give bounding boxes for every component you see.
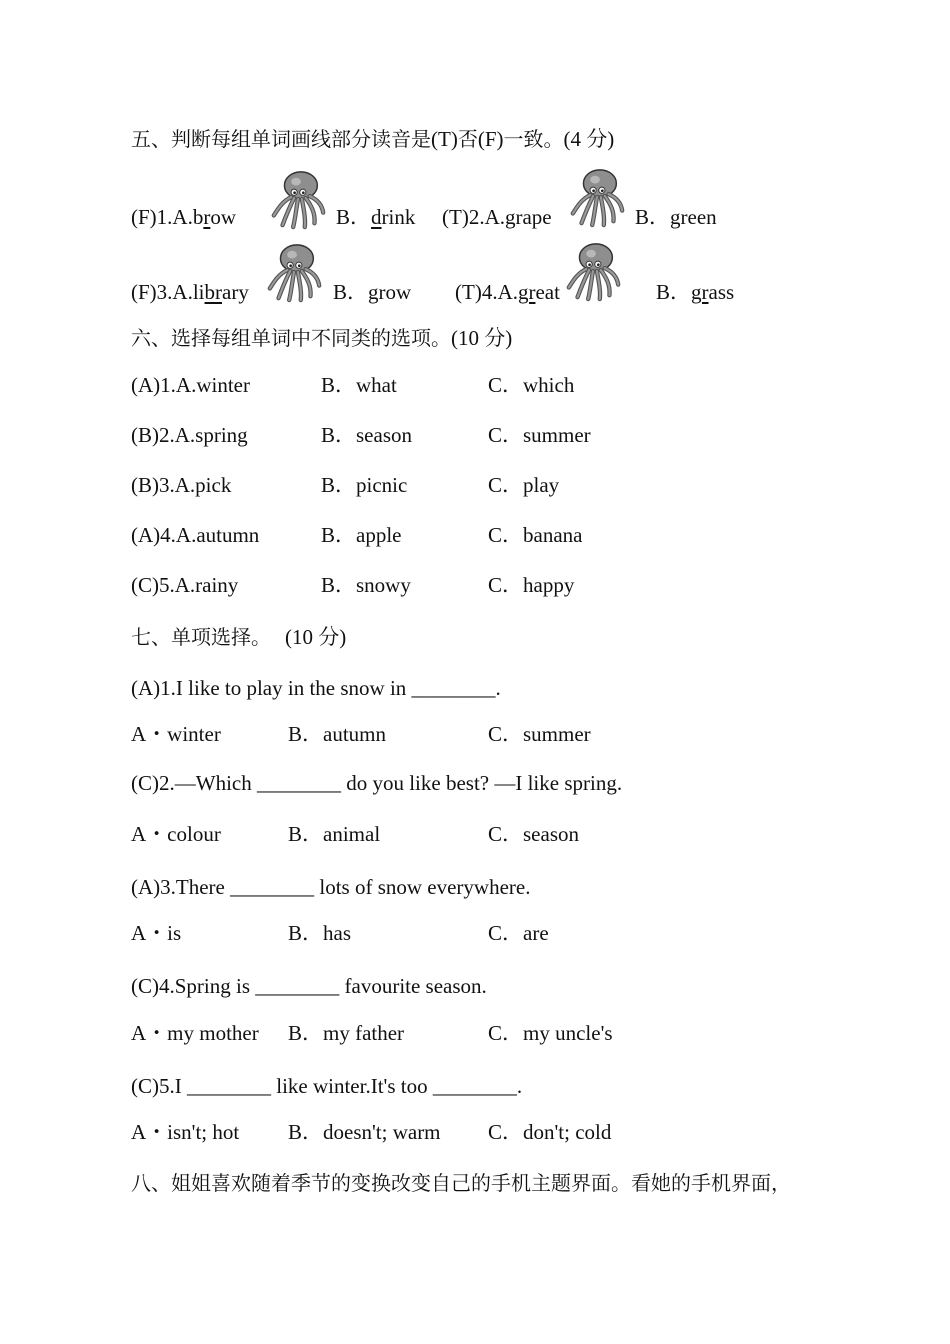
s5-item2-b: B．green (635, 205, 717, 229)
s7-q5: (C)5.I ________ like winter.It's too ________. (131, 1074, 523, 1098)
s7-q4: (C)4.Spring is ________ favourite season. (131, 974, 487, 998)
octopus-icon (268, 168, 328, 230)
section8-heading: 八、姐姐喜欢随着季节的变换改变自己的手机主题界面。看她的手机界面， (131, 1171, 791, 1195)
s5-item3-a: (F)3.A.library (131, 280, 249, 304)
s5-item1-b: B．drink (336, 205, 416, 229)
s6-item5-a: (C)5.A.rainy (131, 573, 239, 597)
s6-item1-c: C．which (488, 373, 575, 397)
s7-q3-b: B．has (288, 921, 351, 945)
s6-item5-c: C．happy (488, 573, 575, 597)
s6-item2-c: C．summer (488, 423, 591, 447)
s7-q3-a: A・is (131, 921, 182, 945)
section7-heading: 七、单项选择。 (10 分) (131, 625, 347, 649)
s7-q3-c: C．are (488, 921, 549, 945)
s6-item4-c: C．banana (488, 523, 583, 547)
s6-item1-b: B．what (321, 373, 397, 397)
s6-item2-a: (B)2.A.spring (131, 423, 248, 447)
section6-heading: 六、选择每组单词中不同类的选项。(10 分) (131, 326, 513, 350)
s7-q2: (C)2.—Which ________ do you like best? —I like spring. (131, 771, 623, 795)
s7-q5-b: B．doesn't; warm (288, 1120, 441, 1144)
s7-q1-c: C．summer (488, 722, 591, 746)
s6-item3-a: (B)3.A.pick (131, 473, 232, 497)
s7-q5-c: C．don't; cold (488, 1120, 612, 1144)
s6-item4-a: (A)4.A.autumn (131, 523, 260, 547)
s5-item4-a: (T)4.A.great (455, 280, 560, 304)
s7-q4-a: A・my mother (131, 1021, 259, 1045)
s7-q2-b: B．animal (288, 822, 381, 846)
s6-item1-a: (A)1.A.winter (131, 373, 250, 397)
section5-heading: 五、判断每组单词画线部分读音是(T)否(F)一致。(4 分) (131, 127, 615, 151)
s5-item2-a: (T)2.A.grape (442, 205, 552, 229)
s6-item2-b: B．season (321, 423, 412, 447)
s6-item3-c: C．play (488, 473, 560, 497)
s7-q2-a: A・colour (131, 822, 221, 846)
s7-q1: (A)1.I like to play in the snow in ________. (131, 676, 501, 700)
octopus-icon (567, 166, 627, 228)
s6-item4-b: B．apple (321, 523, 402, 547)
s5-item4-b: B．grass (656, 280, 735, 304)
s6-item3-b: B．picnic (321, 473, 408, 497)
s7-q4-b: B．my father (288, 1021, 405, 1045)
s5-item1-a: (F)1.A.brow (131, 205, 237, 229)
s5-item3-b: B．grow (333, 280, 412, 304)
octopus-icon (264, 241, 324, 303)
s7-q3: (A)3.There ________ lots of snow everywhere. (131, 875, 531, 899)
s7-q5-a: A・isn't; hot (131, 1120, 240, 1144)
s7-q1-b: B．autumn (288, 722, 386, 746)
s7-q1-a: A・winter (131, 722, 221, 746)
s7-q4-c: C．my uncle's (488, 1021, 613, 1045)
s6-item5-b: B．snowy (321, 573, 411, 597)
s7-q2-c: C．season (488, 822, 579, 846)
octopus-icon (563, 240, 623, 302)
